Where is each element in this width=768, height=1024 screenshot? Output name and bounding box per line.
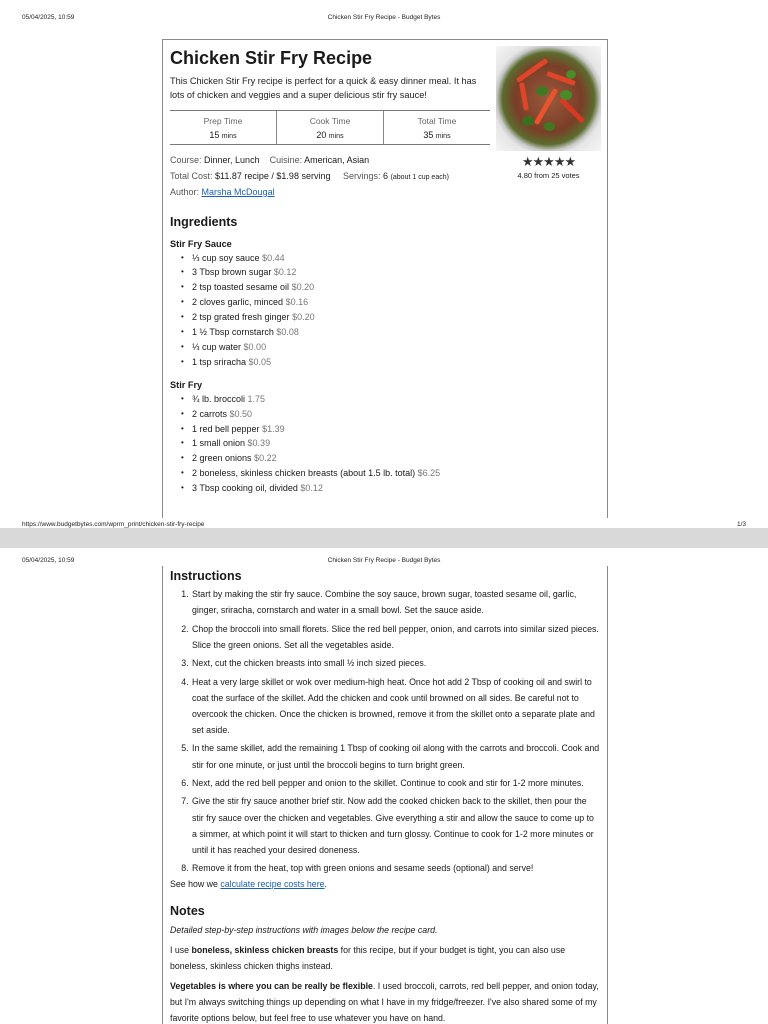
cook-time: Cook Time 20 mins bbox=[277, 111, 384, 144]
instruction-step: 6. Next, add the red bell pepper and onion to the skillet. Continue to cook and stir for 1-2 more minutes. bbox=[191, 775, 600, 791]
ingredient-list-stir-fry bbox=[170, 392, 600, 496]
ingredient-item: • ⅓ cup water $0.00 bbox=[170, 340, 600, 355]
instruction-step: 5. In the same skillet, add the remaining 1 Tbsp of cooking oil along with the carrots and broccoli. Cook and stir for one minute, or just until the broccoli begins to turn bright green. bbox=[191, 740, 600, 772]
recipe-photo bbox=[496, 46, 601, 151]
notes-heading: Notes bbox=[170, 903, 205, 918]
instruction-step: 8. Remove it from the heat, top with green onions and sesame seeds (optional) and serve! bbox=[191, 860, 600, 876]
instruction-step: 3. Next, cut the chicken breasts into small ½ inch sized pieces. bbox=[191, 655, 600, 671]
total-time: Total Time 35 mins bbox=[417, 116, 457, 140]
recipe-title: Chicken Stir Fry Recipe bbox=[170, 48, 373, 68]
print-page-title: Chicken Stir Fry Recipe - Budget Bytes bbox=[327, 14, 441, 21]
star-rating-icon[interactable]: ★★★★★ bbox=[521, 154, 576, 169]
ingredient-item: • 2 carrots $0.50 bbox=[170, 407, 600, 422]
instructions-heading: Instructions bbox=[170, 569, 242, 583]
ingredient-item: • 2 cloves garlic, minced $0.16 bbox=[170, 295, 600, 310]
ingredient-item: • ⅓ cup soy sauce $0.44 bbox=[170, 251, 600, 266]
ingredients-heading: Ingredients bbox=[170, 214, 238, 229]
ingredient-item: • 1 ½ Tbsp cornstarch $0.08 bbox=[170, 325, 600, 340]
instruction-step: 2. Chop the broccoli into small florets. Slice the red bell pepper, onion, and carrots into similar sized pieces. Slice the green onions. Set all the vegetables aside. bbox=[191, 621, 600, 653]
notes-intro: Detailed step-by-step instructions with images below the recipe card. bbox=[170, 924, 438, 935]
recipe-times bbox=[170, 110, 490, 145]
ingredient-item: • 2 green onions $0.22 bbox=[170, 451, 600, 466]
ingredient-item: • ¾ lb. broccoli 1.75 bbox=[170, 392, 600, 407]
ingredient-list-sauce bbox=[170, 251, 600, 370]
course-value: Dinner, Lunch bbox=[204, 155, 260, 165]
instruction-step: 1. Start by making the stir fry sauce. Combine the soy sauce, brown sugar, toasted sesame oil, garlic, ginger, sriracha, cornstarch and water in a small bowl. Set the sauce aside. bbox=[191, 586, 600, 618]
ingredient-group-heading: Stir Fry Sauce bbox=[170, 238, 232, 249]
cost-value: $11.87 recipe / $1.98 serving bbox=[215, 170, 331, 181]
ingredient-item: • 1 small onion $0.39 bbox=[170, 436, 600, 451]
recipe-rating[interactable] bbox=[496, 154, 601, 180]
ingredient-item: • 2 boneless, skinless chicken breasts (about 1.5 lb. total) $6.25 bbox=[170, 466, 600, 481]
print-page-title: Chicken Stir Fry Recipe - Budget Bytes bbox=[327, 557, 441, 564]
instruction-step: 7. Give the stir fry sauce another brief stir. Now add the cooked chicken back to the skillet, then pour the stir fry sauce over the chicken and vegetables. Give everything a stir and allow the sauce to come up to a simmer, at which point it will start to thicken and turn glossy. Continue to cook for 1-2 more minutes or until it has reached your desired doneness. bbox=[191, 793, 600, 857]
note-chicken: I use boneless, skinless chicken breasts for this recipe, but if your budget is tight, you can also use boneless, skinless chicken thighs instead. bbox=[170, 944, 566, 971]
note-vegetables: Vegetables is where you can be really be flexible. I used broccoli, carrots, red bell pepper, and onion today, but I'm always switching things up depending on what I have in my fridge/freezer. I've also shared some of my favorite options below, but feel free to use whatever you have on hand. bbox=[170, 981, 599, 1024]
ingredient-item: • 2 tsp toasted sesame oil $0.20 bbox=[170, 280, 600, 295]
print-header bbox=[0, 14, 768, 28]
ingredient-item: • 3 Tbsp cooking oil, divided $0.12 bbox=[170, 481, 600, 496]
instruction-list bbox=[170, 586, 600, 876]
recipe-card bbox=[162, 39, 608, 518]
ingredient-group-heading: Stir Fry bbox=[170, 379, 203, 390]
ingredient-item: • 1 red bell pepper $1.39 bbox=[170, 422, 600, 437]
print-datetime: 05/04/2025, 10:59 bbox=[22, 557, 75, 564]
ingredient-item: • 2 tsp grated fresh ginger $0.20 bbox=[170, 310, 600, 325]
ingredient-item: • 1 tsp sriracha $0.05 bbox=[170, 355, 600, 370]
recipe-summary: This Chicken Stir Fry recipe is perfect for a quick & easy dinner meal. It has lots of chicken and veggies and a super delicious stir fry sauce! bbox=[170, 76, 477, 100]
print-page-number: 1/3 bbox=[736, 521, 746, 528]
calculate-costs-link[interactable]: calculate recipe costs here bbox=[220, 878, 325, 889]
cuisine-value: American, Asian bbox=[304, 155, 370, 165]
author-link[interactable]: Marsha McDougal bbox=[201, 187, 275, 197]
print-datetime: 05/04/2025, 10:59 bbox=[22, 14, 75, 21]
print-url: https://www.budgetbytes.com/wprm_print/chicken-stir-fry-recipe bbox=[22, 521, 205, 528]
recipe-meta: Course: Dinner, Lunch Cuisine: American, Asian Total Cost: $11.87 recipe / $1.98 serving Servings: 6 (about 1 cup each) Author: Marsha McDougal bbox=[170, 155, 449, 197]
instruction-step: 4. Heat a very large skillet or wok over medium-high heat. Once hot add 2 Tbsp of cooking oil and swirl to coat the surface of the skillet. Add the chicken and cook until browned on all sides. Be careful not to overcook the chicken. Once the chicken is browned, remove it from the skillet onto a separate plate and set aside. bbox=[191, 674, 600, 738]
recipe-card-continued bbox=[162, 566, 608, 1024]
servings-value: 6 bbox=[383, 170, 389, 181]
cost-note: See how we calculate recipe costs here. bbox=[170, 878, 327, 889]
ingredient-item: • 3 Tbsp brown sugar $0.12 bbox=[170, 265, 600, 280]
rating-votes: 4.80 from 25 votes bbox=[517, 171, 580, 180]
prep-time: Prep Time 15 mins bbox=[170, 111, 277, 144]
notes-section bbox=[170, 904, 600, 1024]
page-break bbox=[0, 528, 768, 548]
